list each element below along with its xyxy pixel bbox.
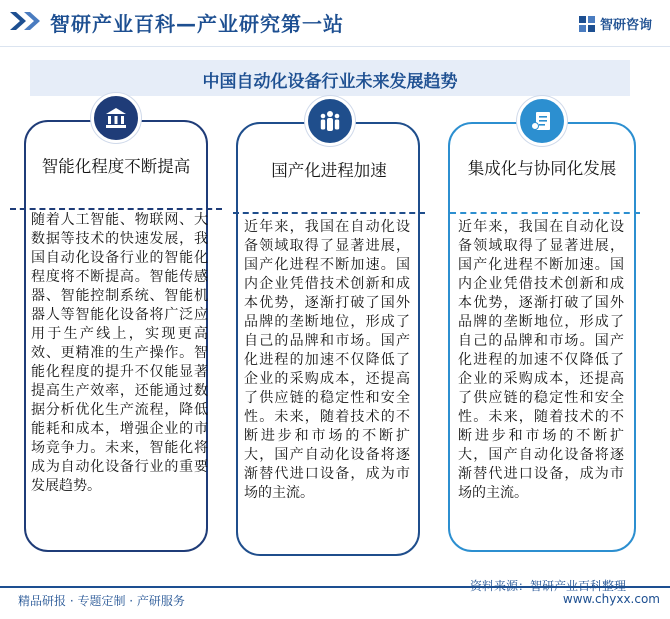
brand-name: 智研咨询: [599, 18, 652, 33]
header: [0, 0, 670, 47]
people-icon: [319, 110, 341, 132]
card-2-body: 近年来，我国在自动化设备领域取得了显著进展，国产化进程不断加速。国内企业凭借技术创新和成本优势，逐渐打破了国外品牌的垄断地位，形成了自己的品牌和市场。国产化进程的加速不仅降低了企业的采购成本，还提高了供应链的稳定性和安全性。未来，随着技术的不断进步和市场的不断扩大，国产自动化设备将逐渐替代进口设备，成为市场的主流。: [244, 219, 410, 501]
bank-icon: [105, 107, 127, 129]
card-3-title: 集成化与协同化发展: [467, 159, 617, 178]
card-1-body: 随着人工智能、物联网、大数据等技术的快速发展，我国自动化设备行业的智能化程度将不断提高。智能传感器、智能控制系统、智能机器人等智能化设备将广泛应用于生产线上，实现更高效、更精准的生产操作。智能化程度的提升不仅能显著提高生产效率，还能通过数据分析优化生产流程，降低能耗和成本，增强企业的市场竞争力。未来，智能化将成为自动化设备行业的重要发展趋势。: [31, 212, 208, 494]
site-title: 智研产业百科—产业研究第一站: [50, 12, 344, 36]
card-1-divider: [10, 208, 222, 210]
main-title: 中国自动化设备行业未来发展趋势: [202, 72, 458, 92]
footer-services: 精品研报 · 专题定制 · 产研服务: [18, 594, 185, 608]
double-arrow-icon: [10, 12, 42, 30]
brand[interactable]: [579, 14, 652, 33]
card-2-icon-badge: [305, 96, 355, 146]
brand-logo-icon: [579, 16, 595, 32]
card-2-title: 国产化进程加速: [271, 161, 387, 180]
card-1-icon-badge: [91, 93, 141, 143]
card-2-divider: [233, 212, 425, 214]
card-3-body: 近年来，我国在自动化设备领域取得了显著进展，国产化进程不断加速。国内企业凭借技术创新和成本优势，逐渐打破了国外品牌的垄断地位，形成了自己的品牌和市场。国产化进程的加速不仅降低了企业的采购成本，还提高了供应链的稳定性和安全性。未来，随着技术的不断进步和市场的不断扩大，国产自动化设备将逐渐替代进口设备，成为市场的主流。: [458, 219, 624, 501]
title-band: [30, 60, 630, 96]
card-3-icon-badge: [517, 96, 567, 146]
footer-url-link[interactable]: www.chyxx.com: [562, 592, 660, 606]
card-1-title: 智能化程度不断提高: [41, 157, 191, 176]
footer-divider: [0, 586, 670, 588]
card-3-divider: [450, 212, 640, 214]
document-icon: [531, 110, 553, 132]
